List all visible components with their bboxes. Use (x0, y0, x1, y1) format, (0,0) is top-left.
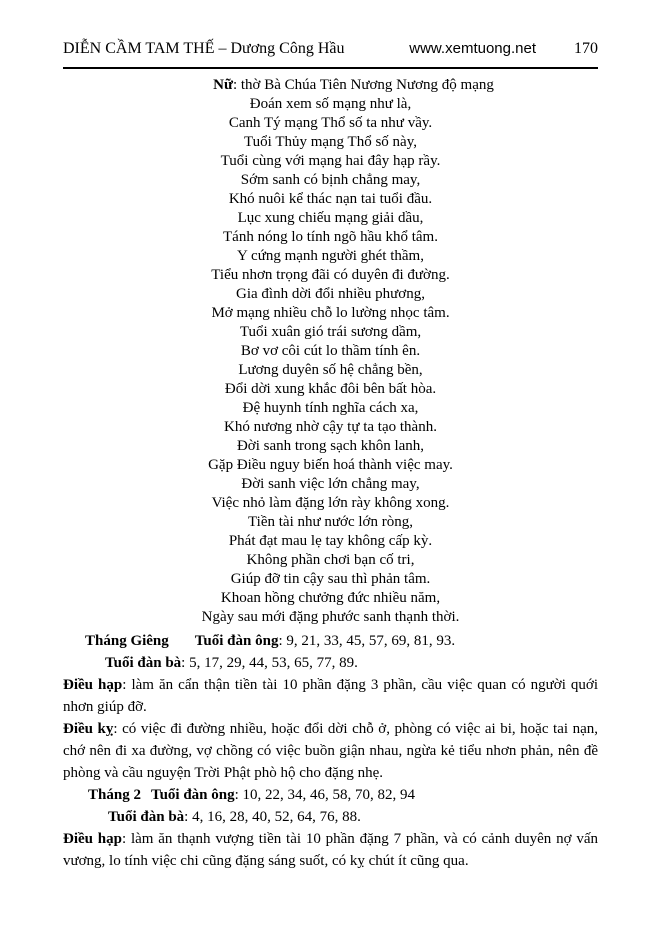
women-ages-values: : 4, 16, 28, 40, 52, 64, 76, 88. (184, 809, 361, 825)
women-ages-label: Tuổi đàn bà (105, 655, 182, 671)
month1-women-ages-line (63, 652, 598, 674)
month1-men-ages-line (63, 630, 598, 652)
verse-line: Lương duyên số hệ chẳng bền, (238, 362, 423, 378)
gender-label: Nữ (213, 77, 233, 93)
verse-line: Lục xung chiếu mạng giải dầu, (237, 210, 424, 226)
verse-line: Việc nhỏ làm đặng lớn rày không xong. (211, 495, 450, 511)
verse-line: Gặp Điều nguy biến hoá thành việc may. (208, 457, 453, 473)
verse-block (63, 76, 598, 627)
verse-line: Không phần chơi bạn cố tri, (246, 552, 415, 568)
verse-line: Gia đình dời đổi nhiều phương, (236, 286, 425, 302)
favorable-text: : làm ăn cẩn thận tiền tài 10 phần đặng 3 phần, cầu việc quan có người quới nhơn giúp đỡ. (63, 677, 598, 715)
month1-unfavorable-paragraph (63, 718, 598, 784)
verse-line: Bơ vơ côi cút lo thầm tính ên. (240, 343, 421, 359)
verse-line: Khó nuôi kể thác nạn tai tuổi đầu. (228, 191, 433, 207)
website-url: www.xemtuong.net (409, 40, 536, 57)
verse-line: Tánh nóng lo tính ngõ hầu khổ tâm. (223, 229, 438, 245)
men-ages-values: : 10, 22, 34, 46, 58, 70, 82, 94 (234, 787, 416, 803)
verse-line: Khoan hồng chưởng đức nhiều năm, (220, 590, 441, 606)
month1-favorable-paragraph (63, 674, 598, 718)
unfavorable-text: : có việc đi đường nhiều, hoặc đổi dời chỗ ở, phòng có việc ai bi, hoặc tai nạn, chớ nên đi xa đường, vợ chồng có việc buồn giận nhau, ngừa kẻ tiểu nhơn phản, nên đề phòng và cầu nguyện Trời Phật phò hộ cho đặng nhẹ. (63, 721, 599, 781)
women-ages-label: Tuổi đàn bà (108, 809, 185, 825)
verse-line: Sớm sanh có bịnh chẳng may, (240, 172, 421, 188)
favorable-label: Điều hạp (63, 831, 122, 847)
verse-line: Y cứng mạnh người ghét thầm, (237, 248, 424, 264)
verse-line: Canh Tý mạng Thổ số ta như vầy. (228, 115, 433, 131)
unfavorable-label: Điều kỵ (63, 721, 114, 737)
book-title: DIỄN CẦM TAM THẾ – Dương Công Hầu (63, 40, 345, 57)
verse-intro-line (109, 76, 598, 95)
month1-label: Tháng Giêng (85, 633, 169, 649)
verse-line: Đệ huynh tính nghĩa cách xa, (242, 400, 419, 416)
verse-line: Đoán xem số mạng như là, (249, 96, 412, 112)
women-ages-values: : 5, 17, 29, 44, 53, 65, 77, 89. (181, 655, 358, 671)
men-ages-label: Tuổi đàn ông (150, 787, 235, 803)
header-right (409, 40, 598, 58)
verse-line: Đời sanh trong sạch khôn lanh, (236, 438, 425, 454)
month2-men-ages-line (63, 784, 598, 806)
favorable-text: : làm ăn thạnh vượng tiền tài 10 phần đặng 7 phần, và có cảnh duyên nợ vấn vương, lo tính việc chi cũng đặng sáng suốt, có kỵ chút ít cũng qua. (63, 831, 599, 869)
month2-women-ages-line (63, 806, 598, 828)
month2-label: Tháng 2 (88, 787, 141, 803)
verse-line: Khó nương nhờ cậy tự ta tạo thành. (224, 419, 437, 435)
men-ages-label: Tuổi đàn ông (194, 633, 279, 649)
verse-line: Đời sanh việc lớn chẳng may, (241, 476, 420, 492)
verse-line: Tuổi cùng với mạng hai đây hạp rầy. (220, 153, 441, 169)
verse-line: Tuổi Thủy mạng Thổ số này, (244, 134, 417, 150)
verse-line: Tiểu nhơn trọng đãi có duyên đi đường. (211, 267, 450, 283)
page-header (63, 40, 598, 58)
verse-line: Mở mạng nhiều chỗ lo lường nhọc tâm. (211, 305, 450, 321)
page-number: 170 (574, 40, 598, 57)
verse-line: Tuổi xuân gió trái sương dầm, (239, 324, 422, 340)
monthly-fortune-sections (63, 630, 598, 872)
verse-intro-text: : thờ Bà Chúa Tiên Nương Nương độ mạng (232, 77, 494, 93)
verse-line: Phát đạt mau lẹ tay không cấp kỳ. (228, 533, 433, 549)
men-ages-values: : 9, 21, 33, 45, 57, 69, 81, 93. (278, 633, 456, 649)
verse-line: Tiền tài như nước lớn ròng, (248, 514, 413, 530)
favorable-label: Điều hạp (63, 677, 123, 693)
month2-favorable-paragraph (63, 828, 598, 872)
verse-line: Đổi dời xung khắc đôi bên bất hòa. (224, 381, 437, 397)
verse-line: Ngày sau mới đặng phước sanh thạnh thời. (201, 609, 460, 625)
header-divider (63, 67, 598, 69)
verse-line: Giúp đỡ tin cậy sau thì phản tâm. (230, 571, 431, 587)
